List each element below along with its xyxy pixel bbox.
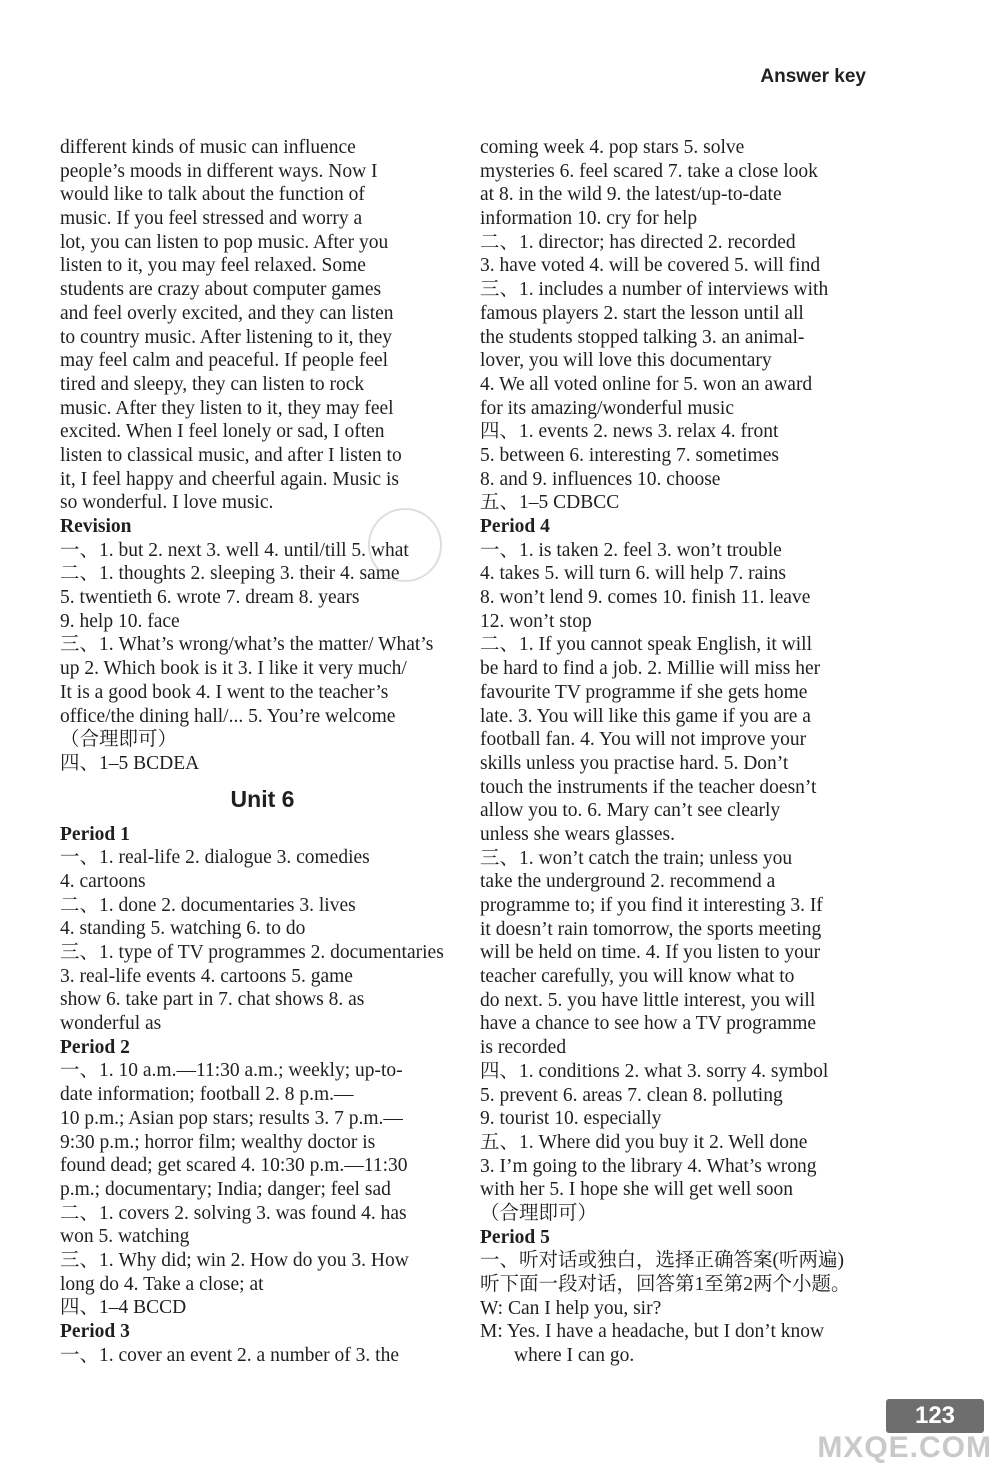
- answer-line: music. After they listen to it, they may feel: [60, 397, 394, 419]
- answer-line: 5. between 6. interesting 7. sometimes: [480, 444, 779, 466]
- right-column: [480, 136, 880, 1368]
- answer-line: won 5. watching: [60, 1226, 190, 1248]
- answer-line: to country music. After listening to it, they: [60, 326, 392, 348]
- answer-line: show 6. take part in 7. chat shows 8. as: [60, 989, 365, 1011]
- answer-line: would like to talk about the function of: [60, 184, 365, 206]
- answer-line: （合理即可）: [60, 729, 178, 751]
- answer-line: music. If you feel stressed and worry a: [60, 208, 363, 230]
- answer-line: will be held on time. 4. If you listen to your: [480, 942, 821, 964]
- answer-line: 二、1. done 2. documentaries 3. lives: [60, 894, 356, 916]
- answer-line: listen to classical music, and after I listen to: [60, 444, 402, 466]
- answer-line: tired and sleepy, they can listen to rock: [60, 373, 365, 395]
- answer-line: 四、1–4 BCCD: [60, 1297, 187, 1319]
- answer-line: where I can go.: [514, 1345, 635, 1367]
- answer-line: students are crazy about computer games: [60, 279, 382, 301]
- answer-line: have a chance to see how a TV programme: [480, 1013, 817, 1035]
- answer-line: do next. 5. you have little interest, you will: [480, 989, 816, 1011]
- answer-line: 4. standing 5. watching 6. to do: [60, 918, 306, 940]
- answer-line: take the underground 2. recommend a: [480, 871, 776, 893]
- answer-line: 三、1. Why did; win 2. How do you 3. How: [60, 1249, 409, 1271]
- answer-line: 听下面一段对话，回答第1至第2两个小题。: [480, 1274, 851, 1295]
- answer-line: programme to; if you find it interesting 3. If: [480, 895, 823, 916]
- answer-line: （合理即可）: [480, 1202, 598, 1224]
- answer-line: lover, you will love this documentary: [480, 350, 772, 372]
- answer-line: football fan. 4. You will not improve your: [480, 729, 807, 751]
- answer-line: long do 4. Take a close; at: [60, 1273, 264, 1295]
- answer-line: for its amazing/wonderful music: [480, 397, 734, 419]
- answer-line: office/the dining hall/... 5. You’re welcome: [60, 705, 396, 727]
- answer-line: the students stopped talking 3. an animal-: [480, 326, 805, 348]
- answer-line: 3. have voted 4. will be covered 5. will find: [480, 255, 821, 277]
- answer-line: It is a good book 4. I went to the teacher’s: [60, 681, 389, 703]
- answer-line: different kinds of music can influence: [60, 137, 356, 158]
- left-column: [60, 136, 455, 1367]
- watermark: MXQE.COM: [817, 1431, 992, 1464]
- section-heading: Period 4: [480, 516, 550, 537]
- answer-line: 五、1. Where did you buy it 2. Well done: [480, 1131, 808, 1153]
- answer-line: 5. twentieth 6. wrote 7. dream 8. years: [60, 587, 360, 609]
- answer-line: excited. When I feel lonely or sad, I often: [60, 421, 385, 443]
- answer-line: skills unless you practise hard. 5. Don’t: [480, 752, 789, 774]
- answer-line: 一、1. but 2. next 3. well 4. until/till 5. what: [60, 539, 409, 561]
- answer-line: 4. We all voted online for 5. won an award: [480, 373, 813, 395]
- answer-line: 三、1. won’t catch the train; unless you: [480, 847, 793, 869]
- answer-line: famous players 2. start the lesson until all: [480, 302, 804, 324]
- answer-line: information 10. cry for help: [480, 208, 698, 230]
- answer-line: date information; football 2. 8 p.m.—: [60, 1084, 354, 1106]
- answer-line: people’s moods in different ways. Now I: [60, 160, 378, 182]
- answer-line: it, I feel happy and cheerful again. Music is: [60, 468, 399, 490]
- answer-line: 10 p.m.; Asian pop stars; results 3. 7 p.m.—: [60, 1107, 403, 1129]
- answer-line: listen to it, you may feel relaxed. Some: [60, 255, 366, 277]
- answer-line: coming week 4. pop stars 5. solve: [480, 137, 745, 158]
- answer-line: 一、1. is taken 2. feel 3. won’t trouble: [480, 539, 782, 561]
- answer-line: favourite TV programme if she gets home: [480, 681, 808, 703]
- answer-line: 三、1. includes a number of interviews with: [480, 279, 829, 301]
- answer-line: lot, you can listen to pop music. After you: [60, 231, 389, 253]
- running-header: Answer key: [760, 66, 866, 87]
- unit-title: Unit 6: [230, 785, 295, 812]
- answer-line: up 2. Which book is it 3. I like it very much/: [60, 658, 407, 680]
- answer-line: 一、1. 10 a.m.—11:30 a.m.; weekly; up-to-: [60, 1060, 403, 1082]
- answer-line: 4. takes 5. will turn 6. will help 7. rains: [480, 563, 787, 585]
- answer-line: 5. prevent 6. areas 7. clean 8. polluting: [480, 1084, 783, 1106]
- answer-line: 二、1. covers 2. solving 3. was found 4. has: [60, 1202, 407, 1224]
- answer-line: touch the instruments if the teacher doesn’t: [480, 776, 817, 798]
- answer-line: 三、1. type of TV programmes 2. documentaries: [60, 942, 444, 963]
- section-heading: Period 3: [60, 1321, 130, 1342]
- answer-line: 一、1. real-life 2. dialogue 3. comedies: [60, 847, 370, 869]
- answer-line: found dead; get scared 4. 10:30 p.m.—11:30: [60, 1155, 408, 1177]
- answer-line: 五、1–5 CDBCC: [480, 492, 620, 514]
- page-number: 123: [886, 1399, 984, 1433]
- answer-line: 8. and 9. influences 10. choose: [480, 468, 721, 490]
- answer-line: so wonderful. I love music.: [60, 492, 274, 514]
- answer-line: 二、1. If you cannot speak English, it will: [480, 634, 812, 656]
- answer-line: M: Yes. I have a headache, but I don’t know: [480, 1321, 825, 1343]
- answer-line: late. 3. You will like this game if you are a: [480, 705, 811, 727]
- answer-line: 4. cartoons: [60, 870, 146, 892]
- answer-line: 二、1. director; has directed 2. recorded: [480, 231, 796, 253]
- section-heading: Period 5: [480, 1226, 550, 1248]
- answer-line: 四、1. conditions 2. what 3. sorry 4. symbol: [480, 1060, 829, 1082]
- answer-line: at 8. in the wild 9. the latest/up-to-date: [480, 184, 782, 206]
- answer-line: 四、1–5 BCDEA: [60, 752, 200, 774]
- answer-line: 12. won’t stop: [480, 610, 592, 632]
- answer-line: 9:30 p.m.; horror film; wealthy doctor is: [60, 1131, 376, 1153]
- answer-line: teacher carefully, you will know what to: [480, 966, 795, 988]
- answer-line: is recorded: [480, 1037, 567, 1059]
- answer-line: it doesn’t rain tomorrow, the sports meeting: [480, 918, 822, 940]
- answer-line: may feel calm and peaceful. If people feel: [60, 350, 389, 372]
- answer-line: p.m.; documentary; India; danger; feel sad: [60, 1178, 391, 1200]
- answer-line: 9. help 10. face: [60, 610, 180, 632]
- answer-line: 9. tourist 10. especially: [480, 1108, 662, 1130]
- answer-line: and feel overly excited, and they can listen: [60, 302, 394, 324]
- answer-line: 四、1. events 2. news 3. relax 4. front: [480, 421, 779, 443]
- section-heading: Period 2: [60, 1036, 130, 1058]
- answer-line: 三、1. What’s wrong/what’s the matter/ What’s: [60, 634, 434, 656]
- answer-line: 一、1. cover an event 2. a number of 3. the: [60, 1344, 399, 1366]
- answer-line: 3. real-life events 4. cartoons 5. game: [60, 965, 353, 987]
- answer-line: wonderful as: [60, 1013, 162, 1035]
- answer-line: with her 5. I hope she will get well soon: [480, 1179, 794, 1201]
- section-heading: Period 1: [60, 823, 130, 845]
- answer-line: 3. I’m going to the library 4. What’s wrong: [480, 1155, 817, 1177]
- answer-line: unless she wears glasses.: [480, 823, 675, 845]
- answer-line: W: Can I help you, sir?: [480, 1297, 662, 1319]
- answer-line: be hard to find a job. 2. Millie will miss her: [480, 658, 821, 680]
- answer-line: mysteries 6. feel scared 7. take a close look: [480, 160, 818, 182]
- answer-line: allow you to. 6. Mary can’t see clearly: [480, 800, 781, 822]
- answer-line: 二、1. thoughts 2. sleeping 3. their 4. same: [60, 563, 400, 585]
- section-heading: Revision: [60, 516, 132, 537]
- answer-line: 8. won’t lend 9. comes 10. finish 11. leave: [480, 587, 811, 609]
- stamp-seal: [368, 508, 442, 582]
- answer-line: 一、听对话或独白，选择正确答案(听两遍): [480, 1250, 844, 1272]
